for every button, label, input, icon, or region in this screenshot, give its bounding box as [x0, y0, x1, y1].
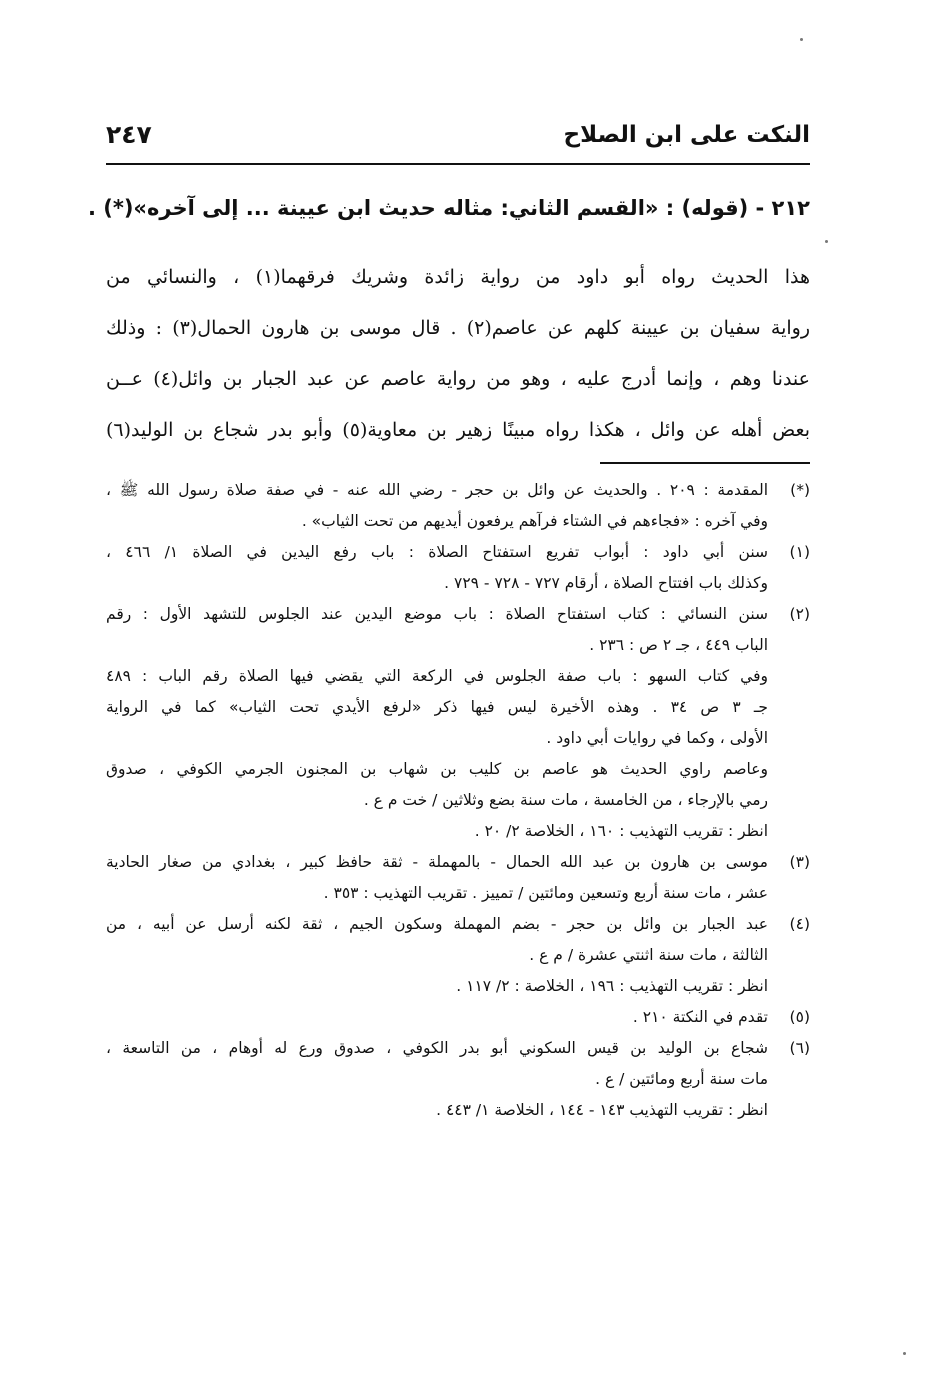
footnote-text: شجاع بن الوليد بن قيس السكوني أبو بدر الكوفي ، صدوق ورع له أوهام ، من التاسعة ،	[106, 1039, 768, 1057]
footnote-number: (٦)	[789, 1039, 810, 1057]
footnote-text: سنن النسائي : كتاب استفتاح الصلاة : باب موضع اليدين عند الجلوس للتشهد الأول : رقم	[106, 605, 768, 623]
footnote-text: وكذلك باب افتتاح الصلاة ، أرقام ٧٢٧ - ٧٢٨ - ٧٢٩ .	[444, 574, 768, 592]
footnote-line	[106, 816, 810, 847]
footnote-text: الثالثة ، مات سنة اثنتي عشرة / م ع .	[529, 946, 768, 964]
footnote-line	[106, 568, 810, 599]
footnote-line	[106, 971, 810, 1002]
footnote-line	[106, 1095, 810, 1126]
header-rule	[106, 163, 810, 165]
running-header	[106, 118, 810, 158]
footnote-line	[106, 785, 810, 816]
body-line: عندنا وهم ، وإنما أدرج عليه ، وهو من رواية عاصم عن عبد الجبار بن وائل(٤) عــن	[106, 368, 810, 390]
footnote-line	[106, 537, 810, 568]
footnote-text: مات سنة أربع ومائتين / ع .	[595, 1070, 768, 1088]
footnote-line	[106, 506, 810, 537]
scan-speck	[903, 1352, 906, 1355]
footnote-line	[106, 909, 810, 940]
scan-speck	[825, 240, 828, 243]
footnote-text: المقدمة : ٢٠٩ . والحديث عن وائل بن حجر - رضي الله عنه - في صفة صلاة رسول الله ﷺ ،	[106, 481, 768, 499]
body-line: بعض أهله عن وائل ، هكذا رواه مبينًا زهير بن معاوية(٥) وأبو بدر شجاع بن الوليد(٦)	[106, 419, 810, 441]
body-paragraph	[106, 252, 810, 456]
footnote-text: عبد الجبار بن وائل بن حجر - بضم المهملة وسكون الجيم ، ثقة لكنه أرسل عن أبيه ، من	[106, 915, 768, 933]
footnote-line	[106, 692, 810, 723]
footnote-text: موسى بن هارون بن عبد الله الحمال - بالمهملة - ثقة حافظ كبير ، بغدادي من صغار الحادية	[106, 853, 768, 871]
footnote-text: تقدم في النكتة ٢١٠ .	[632, 1008, 768, 1026]
footnote-number: (٢)	[789, 605, 810, 623]
footnote-number: (٥)	[789, 1008, 810, 1026]
footnote-line	[106, 475, 810, 506]
footnote-line	[106, 754, 810, 785]
footnote-text: الأولى ، وكما في روايات أبي داود .	[546, 729, 768, 747]
footnote-text: وفي كتاب السهو : باب صفة الجلوس في الركعة التي يقضي فيها الصلاة رقم الباب : ٤٨٩	[106, 667, 768, 685]
body-line: رواية سفيان بن عيينة كلهم عن عاصم(٢) . قال موسى بن هارون الحمال(٣) : وذلك	[106, 317, 810, 339]
footnote-text: جـ ٣ ص ٣٤ . وهذه الأخيرة ليس فيها ذكر «لرفع الأيدي تحت الثياب» كما في الرواية	[106, 698, 768, 716]
footnote-line	[106, 940, 810, 971]
running-title: النكت على ابن الصلاح	[563, 122, 810, 148]
footnotes	[106, 475, 810, 1126]
footnote-line	[106, 599, 810, 630]
footnote-text: رمي بالإرجاء ، من الخامسة ، مات سنة بضع وثلاثين / خت م ع .	[363, 791, 768, 809]
footnote-line	[106, 1033, 810, 1064]
footnote-text: عشر ، مات سنة أربع وتسعين ومائتين / تمييز . تقريب التهذيب : ٣٥٣ .	[323, 884, 768, 902]
footnote-line	[106, 1064, 810, 1095]
footnote-text: وعاصم راوي الحديث هو عاصم بن كليب بن شهاب بن المجنون الجرمي الكوفي ، صدوق	[106, 760, 768, 778]
footnote-number: (١)	[789, 543, 810, 561]
footnote-number: (*)	[790, 481, 810, 499]
footnote-text: انظر : تقريب التهذيب ١٤٣ - ١٤٤ ، الخلاصة ١/ ٤٤٣ .	[436, 1101, 768, 1119]
footnote-line	[106, 661, 810, 692]
footnote-number: (٣)	[789, 853, 810, 871]
page-number: ٢٤٧	[106, 120, 152, 149]
footnote-line	[106, 847, 810, 878]
footnote-text: الباب ٤٤٩ ، جـ ٢ ص : ٢٣٦ .	[589, 636, 768, 654]
footnote-text: وفي آخره : «فجاءهم في الشتاء فرآهم يرفعون أيديهم من تحت الثياب» .	[301, 512, 768, 530]
footnote-line	[106, 630, 810, 661]
footnote-line	[106, 723, 810, 754]
scan-speck	[800, 38, 803, 41]
footnote-line	[106, 1002, 810, 1033]
body-line: هذا الحديث رواه أبو داود من رواية زائدة وشريك فرقهما(١) ، والنسائي من	[106, 266, 810, 288]
footnote-text: سنن أبي داود : أبواب تفريع استفتاح الصلاة : باب رفع اليدين في الصلاة ١/ ٤٦٦ ،	[106, 543, 768, 561]
footnote-text: انظر : تقريب التهذيب : ١٩٦ ، الخلاصة : ٢/ ١١٧ .	[456, 977, 768, 995]
footnote-separator	[600, 462, 810, 464]
entry-heading: ٢١٢ - (قوله) : «القسم الثاني: مثاله حديث ابن عيينة ... إلى آخره»(*) .	[87, 196, 810, 220]
footnote-number: (٤)	[789, 915, 810, 933]
footnote-line	[106, 878, 810, 909]
footnote-text: انظر : تقريب التهذيب : ١٦٠ ، الخلاصة ٢/ ٢٠ .	[474, 822, 768, 840]
